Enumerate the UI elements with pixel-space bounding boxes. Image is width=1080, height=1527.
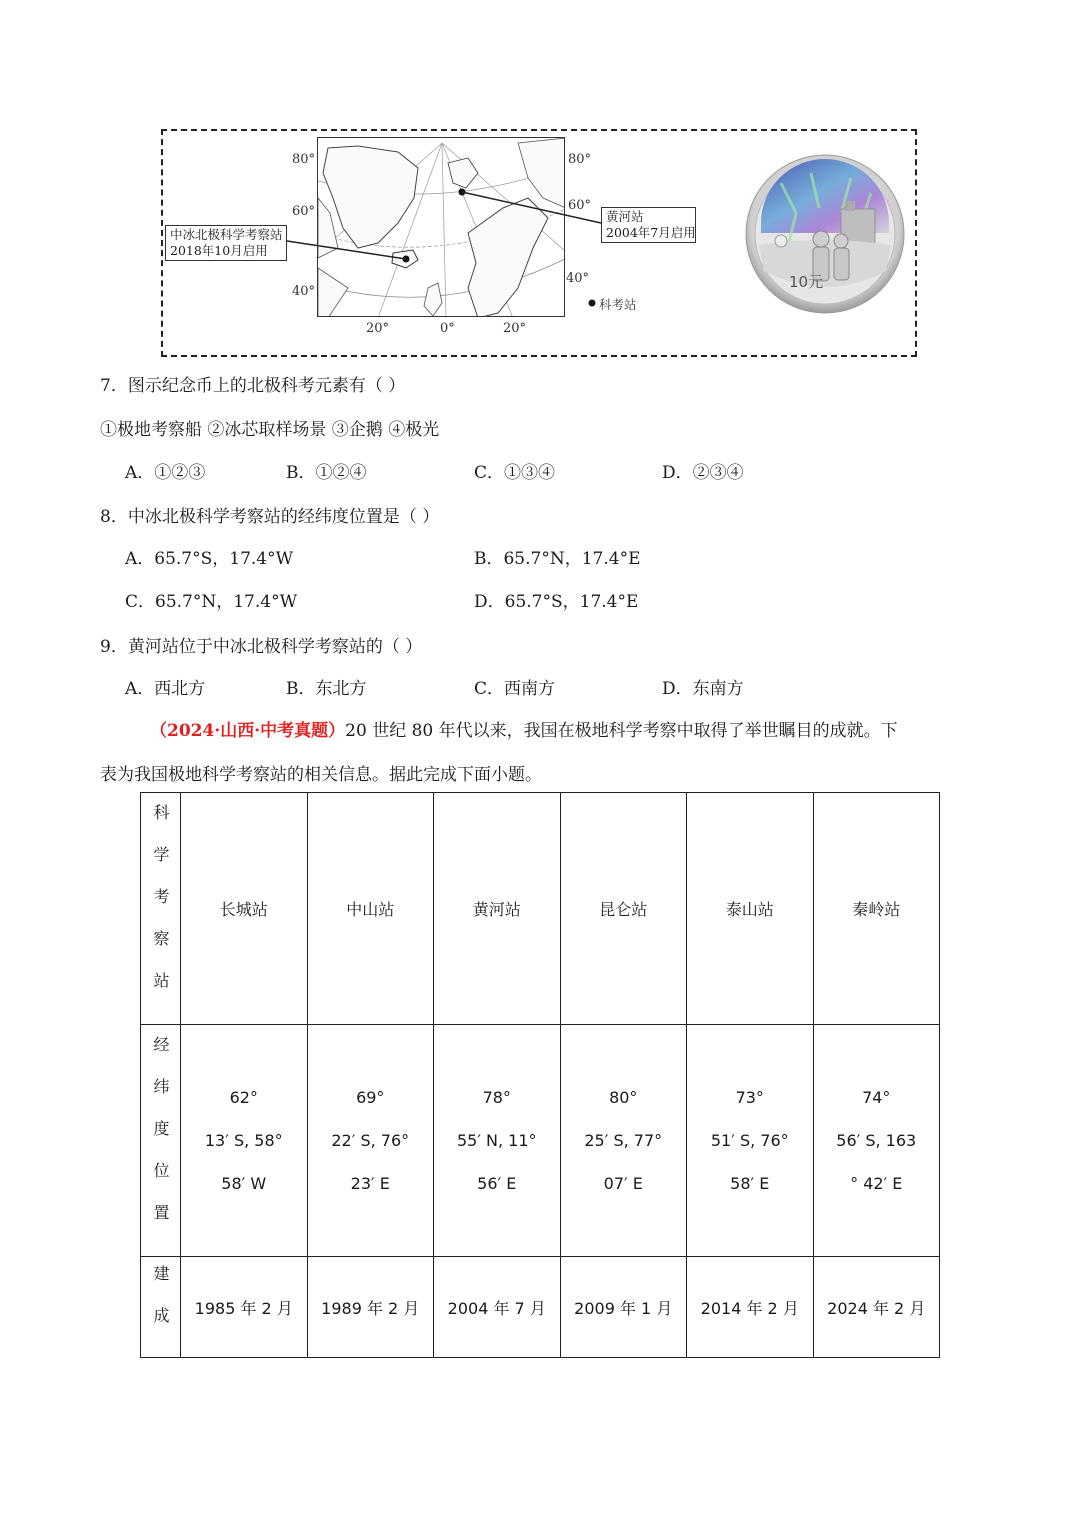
question-8-option-b[interactable]: B．65.7°N，17.4°E	[474, 549, 641, 569]
question-7-option-b[interactable]: B．①②④	[286, 463, 367, 483]
question-7-items: ①极地考察船 ②冰芯取样场景 ③企鹅 ④极光	[100, 420, 440, 440]
station-name-cell: 昆仑站	[560, 793, 687, 1025]
lat-label-left-60: 60°	[292, 204, 316, 219]
question-7-option-c[interactable]: C．①③④	[474, 463, 556, 483]
question-9-option-c[interactable]: C．西南方	[474, 679, 556, 699]
row-header-station: 科学考察站	[141, 793, 181, 1025]
row-header-built: 建成	[141, 1257, 181, 1358]
position-cell: 73° 51′ S, 76° 58′ E	[687, 1025, 814, 1257]
built-cell: 1985 年 2 月	[181, 1257, 308, 1358]
question-8-option-a[interactable]: A．65.7°S，17.4°W	[125, 549, 294, 569]
question-9-option-d[interactable]: D．东南方	[662, 679, 744, 699]
zhongbing-station-callout	[165, 225, 287, 261]
lat-label-left-40: 40°	[292, 284, 316, 299]
commemorative-coin	[741, 153, 909, 315]
lon-label-20e: 20°	[503, 321, 527, 336]
station-name-cell: 中山站	[307, 793, 434, 1025]
row-header-position: 经纬度位置	[141, 1025, 181, 1257]
zhongbing-station-opened: 2018年10月启用	[170, 243, 268, 258]
station-name-cell: 秦岭站	[813, 793, 940, 1025]
table-row-built	[141, 1257, 940, 1358]
built-cell: 2024 年 2 月	[813, 1257, 940, 1358]
question-9-option-a[interactable]: A．西北方	[125, 679, 206, 699]
legend-dot	[589, 300, 596, 307]
station-name-cell: 长城站	[181, 793, 308, 1025]
legend-label: 科考站	[599, 297, 637, 312]
passage-line-1	[150, 716, 898, 741]
passage-line-2: 表为我国极地科学考察站的相关信息。据此完成下面小题。	[100, 765, 542, 785]
coin-image	[741, 153, 909, 315]
table-row-position	[141, 1025, 940, 1257]
position-cell: 80° 25′ S, 77° 07′ E	[560, 1025, 687, 1257]
built-cell: 2014 年 2 月	[687, 1257, 814, 1358]
built-cell: 2004 年 7 月	[434, 1257, 561, 1358]
question-9-stem: 9．黄河站位于中冰北极科学考察站的（ ）	[100, 637, 423, 657]
huanghe-station-opened: 2004年7月启用	[606, 225, 696, 240]
lat-label-right-80: 80°	[568, 152, 592, 167]
table-row-station	[141, 793, 940, 1025]
passage-source: （2024·山西·中考真题）	[150, 721, 346, 741]
position-cell: 74° 56′ S, 163 ° 42′ E	[813, 1025, 940, 1257]
lat-label-right-60: 60°	[568, 198, 592, 213]
built-cell: 2009 年 1 月	[560, 1257, 687, 1358]
zhongbing-station-name: 中冰北极科学考察站	[170, 227, 283, 242]
huanghe-station-name: 黄河站	[606, 209, 644, 224]
position-cell: 62° 13′ S, 58° 58′ W	[181, 1025, 308, 1257]
question-8-option-d[interactable]: D．65.7°S，17.4°E	[474, 592, 639, 612]
huanghe-station-callout	[601, 207, 696, 243]
position-cell: 69° 22′ S, 76° 23′ E	[307, 1025, 434, 1257]
built-cell: 1989 年 2 月	[307, 1257, 434, 1358]
question-8-option-c[interactable]: C．65.7°N，17.4°W	[125, 592, 298, 612]
question-7-option-d[interactable]: D．②③④	[662, 463, 744, 483]
lon-label-20w: 20°	[366, 321, 390, 336]
coin-denomination: 10元	[789, 273, 824, 291]
lat-label-right-40: 40°	[566, 271, 590, 286]
stations-table	[140, 792, 940, 1358]
question-7-stem: 7．图示纪念币上的北极科考元素有（ ）	[100, 376, 406, 396]
lon-label-0: 0°	[440, 321, 455, 336]
station-name-cell: 黄河站	[434, 793, 561, 1025]
passage-text-1: 20 世纪 80 年代以来，我国在极地科学考察中取得了举世瞩目的成就。下	[345, 721, 898, 741]
question-7-option-a[interactable]: A．①②③	[125, 463, 206, 483]
question-9-option-b[interactable]: B．东北方	[286, 679, 367, 699]
station-name-cell: 泰山站	[687, 793, 814, 1025]
lat-label-left-80: 80°	[292, 152, 316, 167]
position-cell: 78° 55′ N, 11° 56′ E	[434, 1025, 561, 1257]
question-8-stem: 8．中冰北极科学考察站的经纬度位置是（ ）	[100, 507, 440, 527]
